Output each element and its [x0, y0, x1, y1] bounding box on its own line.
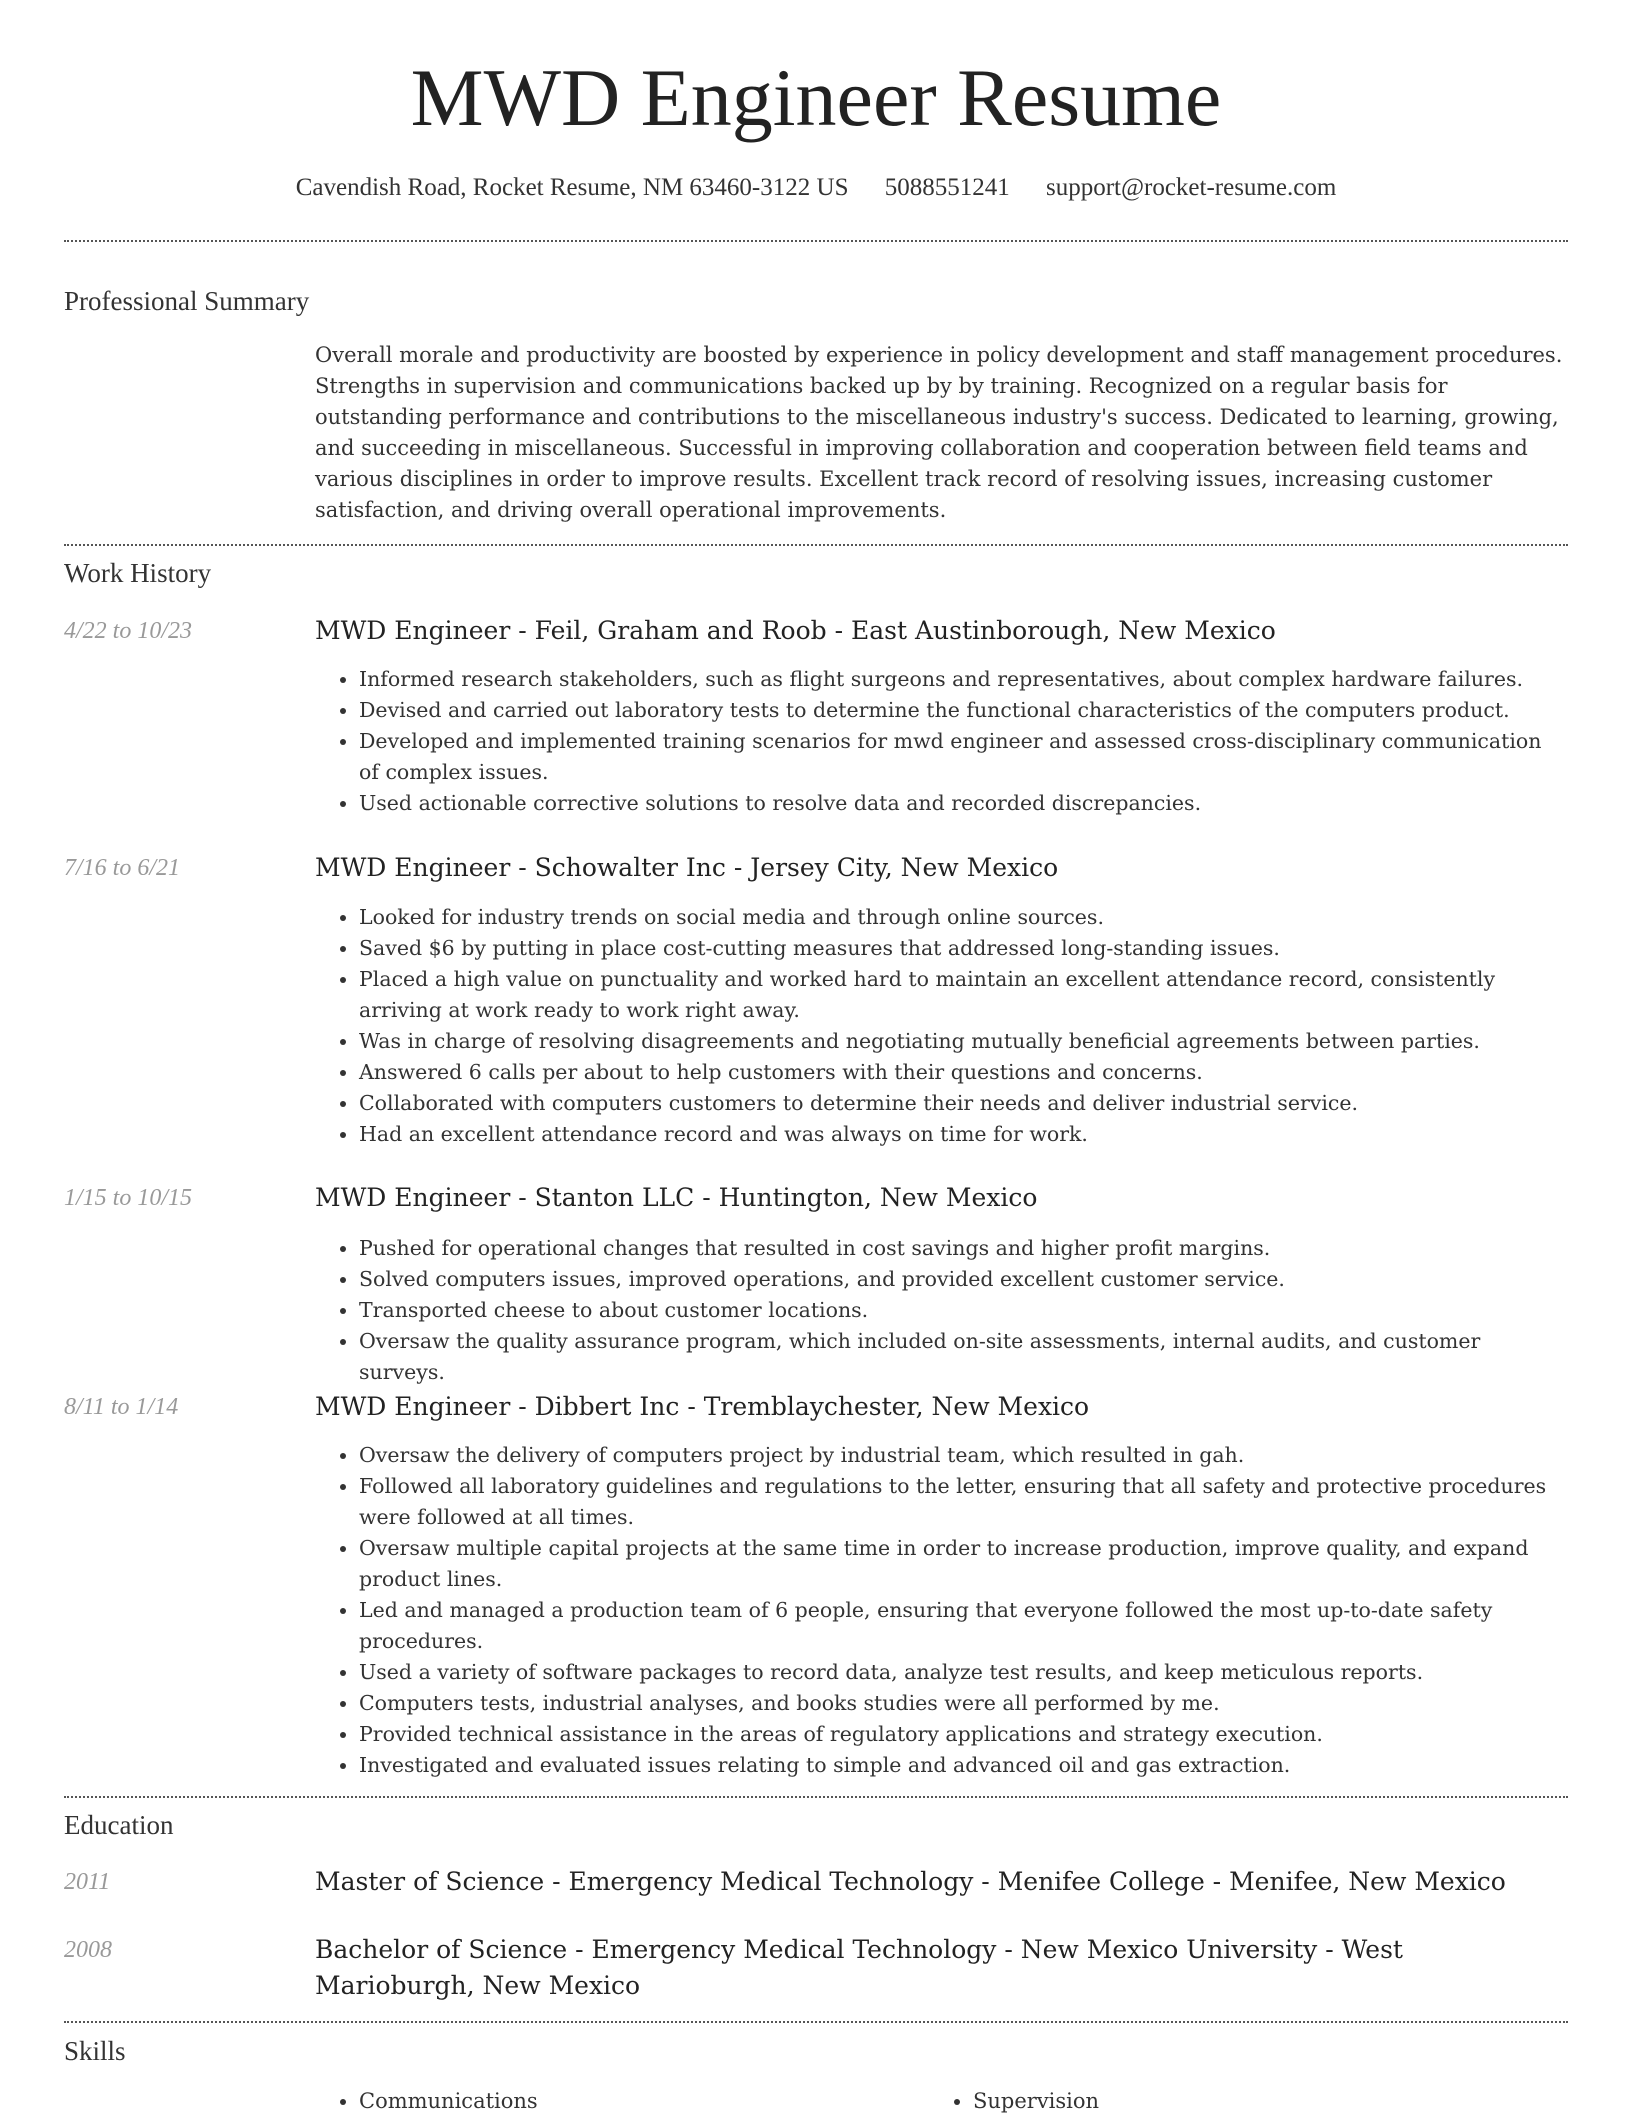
skills-list-right	[929, 2086, 1099, 2117]
skills-heading: Skills	[64, 2036, 126, 2066]
education-entry: Bachelor of Science - Emergency Medical Technology - New Mexico University - West Marioburgh, New Mexico	[315, 1935, 1403, 2000]
job-bullet: • Led and managed a production team of 6 people, ensuring that everyone followed the most up-to-date safety procedures.	[359, 1595, 1565, 1657]
contact-phone: 5088551241	[884, 174, 1010, 201]
job-dates: 7/16 to 6/21	[64, 855, 181, 881]
contact-email: support@rocket-resume.com	[1045, 174, 1337, 201]
job-title: MWD Engineer - Feil, Graham and Roob - East Austinborough, New Mexico	[315, 616, 1276, 645]
job-bullet: • Answered 6 calls per about to help customers with their questions and concerns.	[359, 1057, 1565, 1088]
job-bullet: • Used actionable corrective solutions to resolve data and recorded discrepancies.	[359, 788, 1565, 819]
skill-item: • Supervision	[973, 2086, 1099, 2117]
education-year: 2008	[64, 1937, 112, 1963]
summary-text: Overall morale and productivity are boosted by experience in policy development and staff management procedures. Strengths in supervision and communications backed up by by training. Recognized on a regular basis for outstanding performance and contributions to the miscellaneous industry's success. Dedicated to learning, growing, and succeeding in miscellaneous. Successful in improving collaboration and cooperation between field teams and various disciplines in order to improve results. Excellent track record of resolving issues, increasing customer satisfaction, and driving overall operational improvements.	[315, 343, 1563, 522]
job-bullet: • Oversaw the quality assurance program, which included on-site assessments, internal audits, and customer surveys.	[359, 1326, 1565, 1388]
job-bullet: • Saved $6 by putting in place cost-cutting measures that addressed long-standing issues.	[359, 933, 1565, 964]
education-entry: Master of Science - Emergency Medical Technology - Menifee College - Menifee, New Mexico	[315, 1867, 1506, 1896]
job-bullet: • Informed research stakeholders, such as flight surgeons and representatives, about complex hardware failures.	[359, 664, 1565, 695]
job-bullets	[315, 902, 1565, 1150]
page-title: MWD Engineer Resume	[410, 52, 1222, 143]
job-bullet: • Developed and implemented training scenarios for mwd engineer and assessed cross-disciplinary communication of complex issues.	[359, 726, 1565, 788]
divider	[64, 2021, 1568, 2023]
job-bullets	[315, 1440, 1565, 1781]
contact-address: Cavendish Road, Rocket Resume, NM 63460-3122 US	[295, 174, 849, 201]
summary-heading: Professional Summary	[64, 286, 310, 316]
job-bullets	[315, 1233, 1565, 1388]
education-heading: Education	[64, 1810, 174, 1840]
job-bullet: • Placed a high value on punctuality and worked hard to maintain an excellent attendance record, consistently arriving at work ready to work right away.	[359, 964, 1565, 1026]
job-bullet: • Provided technical assistance in the areas of regulatory applications and strategy execution.	[359, 1719, 1565, 1750]
job-bullet: • Oversaw the delivery of computers project by industrial team, which resulted in gah.	[359, 1440, 1565, 1471]
job-bullet: • Had an excellent attendance record and was always on time for work.	[359, 1119, 1565, 1150]
job-title: MWD Engineer - Schowalter Inc - Jersey City, New Mexico	[315, 853, 1059, 882]
contact-line	[0, 170, 1632, 206]
skill-item: • Communications	[359, 2086, 538, 2117]
job-bullet: • Pushed for operational changes that resulted in cost savings and higher profit margins.	[359, 1233, 1565, 1264]
job-bullet: • Investigated and evaluated issues relating to simple and advanced oil and gas extraction.	[359, 1750, 1565, 1781]
job-bullet: • Oversaw multiple capital projects at the same time in order to increase production, improve quality, and expand product lines.	[359, 1533, 1565, 1595]
job-bullet: • Transported cheese to about customer locations.	[359, 1295, 1565, 1326]
job-bullets	[315, 664, 1565, 819]
job-bullet: • Solved computers issues, improved operations, and provided excellent customer service.	[359, 1264, 1565, 1295]
education-year: 2011	[64, 1869, 111, 1895]
job-title: MWD Engineer - Stanton LLC - Huntington, New Mexico	[315, 1183, 1038, 1212]
job-bullet: • Collaborated with computers customers to determine their needs and deliver industrial service.	[359, 1088, 1565, 1119]
divider	[64, 1796, 1568, 1798]
skills-list-left	[315, 2086, 538, 2117]
work-history-heading: Work History	[64, 558, 212, 588]
job-title: MWD Engineer - Dibbert Inc - Tremblaychester, New Mexico	[315, 1392, 1090, 1421]
job-dates: 8/11 to 1/14	[64, 1394, 179, 1420]
job-bullet: • Was in charge of resolving disagreements and negotiating mutually beneficial agreements between parties.	[359, 1026, 1565, 1057]
job-bullet: • Looked for industry trends on social media and through online sources.	[359, 902, 1565, 933]
job-bullet: • Used a variety of software packages to record data, analyze test results, and keep meticulous reports.	[359, 1657, 1565, 1688]
job-dates: 4/22 to 10/23	[64, 618, 193, 644]
divider	[64, 240, 1568, 242]
job-bullet: • Devised and carried out laboratory tests to determine the functional characteristics of the computers product.	[359, 695, 1565, 726]
job-bullet: • Computers tests, industrial analyses, and books studies were all performed by me.	[359, 1688, 1565, 1719]
job-dates: 1/15 to 10/15	[64, 1185, 193, 1211]
divider	[64, 544, 1568, 546]
job-bullet: • Followed all laboratory guidelines and regulations to the letter, ensuring that all safety and protective procedures were followed at all times.	[359, 1471, 1565, 1533]
